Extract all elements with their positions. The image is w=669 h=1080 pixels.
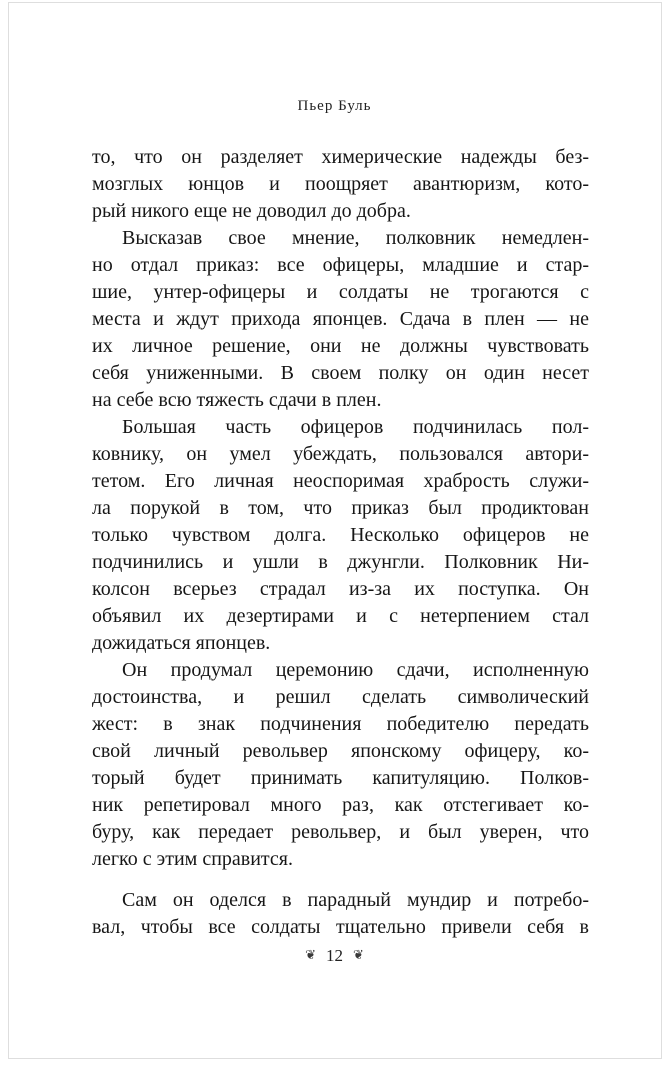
- text-line: тетом. Его личная неоспоримая храбрость служи-: [92, 470, 589, 492]
- fleuron-left-icon: ❦: [305, 947, 316, 962]
- text-line: ник репетировал много раз, как отстегивает ко-: [92, 794, 589, 816]
- text-line: объявил их дезертирами и с нетерпением стал: [92, 605, 589, 627]
- text-block: [92, 144, 589, 941]
- paragraph: [92, 657, 589, 873]
- text-line: Высказав свое мнение, полковник немедлен-: [122, 227, 589, 249]
- text-line: только чувством долга. Несколько офицеров не: [92, 524, 589, 546]
- paragraph: [92, 887, 589, 941]
- text-line: Сам он оделся в парадный мундир и потребо-: [122, 889, 589, 911]
- paragraph: [92, 414, 589, 657]
- text-line: достоинства, и решил сделать символический: [92, 686, 589, 708]
- text-line: Он продумал церемонию сдачи, исполненную: [122, 659, 589, 681]
- text-line: вал, чтобы все солдаты тщательно привели себя в: [92, 916, 589, 938]
- text-line: места и ждут прихода японцев. Сдача в плен — не: [92, 308, 589, 330]
- text-line: дожидаться японцев.: [92, 632, 271, 654]
- text-line: на себе всю тяжесть сдачи в плен.: [92, 389, 382, 411]
- text-line: мозглых юнцов и поощряет авантюризм, кото-: [92, 173, 589, 195]
- text-line: ковнику, он умел убеждать, пользовался автори-: [92, 443, 589, 465]
- running-header-author: Пьер Буль: [297, 98, 372, 114]
- page-footer: [0, 946, 669, 966]
- text-line: подчинились и ушли в джунгли. Полковник Ни-: [92, 551, 589, 573]
- paragraph: [92, 225, 589, 414]
- text-line: Большая часть офицеров подчинилась пол-: [122, 416, 589, 438]
- text-line: легко с этим справится.: [92, 848, 293, 870]
- text-line: колсон всерьез страдал из-за их поступка. Он: [92, 578, 589, 600]
- text-line: буру, как передает револьвер, и был уверен, что: [92, 821, 589, 843]
- text-line: свой личный револьвер японскому офицеру, ко-: [92, 740, 589, 762]
- text-line: но отдал приказ: все офицеры, младшие и стар-: [92, 254, 589, 276]
- text-line: то, что он разделяет химерические надежды без-: [92, 146, 589, 168]
- paragraph: [92, 144, 589, 225]
- fleuron-right-icon: ❦: [353, 947, 364, 962]
- text-line: себя униженными. В своем полку он один несет: [92, 362, 589, 384]
- text-line: их личное решение, они не должны чувствовать: [92, 335, 589, 357]
- text-line: торый будет принимать капитуляцию. Полков-: [92, 767, 589, 789]
- page-number: 12: [326, 946, 343, 965]
- text-line: ла порукой в том, что приказ был продиктован: [92, 497, 589, 519]
- text-line: рый никого еще не доводил до добра.: [92, 200, 411, 222]
- text-line: шие, унтер-офицеры и солдаты не трогаются с: [92, 281, 589, 303]
- text-line: жест: в знак подчинения победителю передать: [92, 713, 589, 735]
